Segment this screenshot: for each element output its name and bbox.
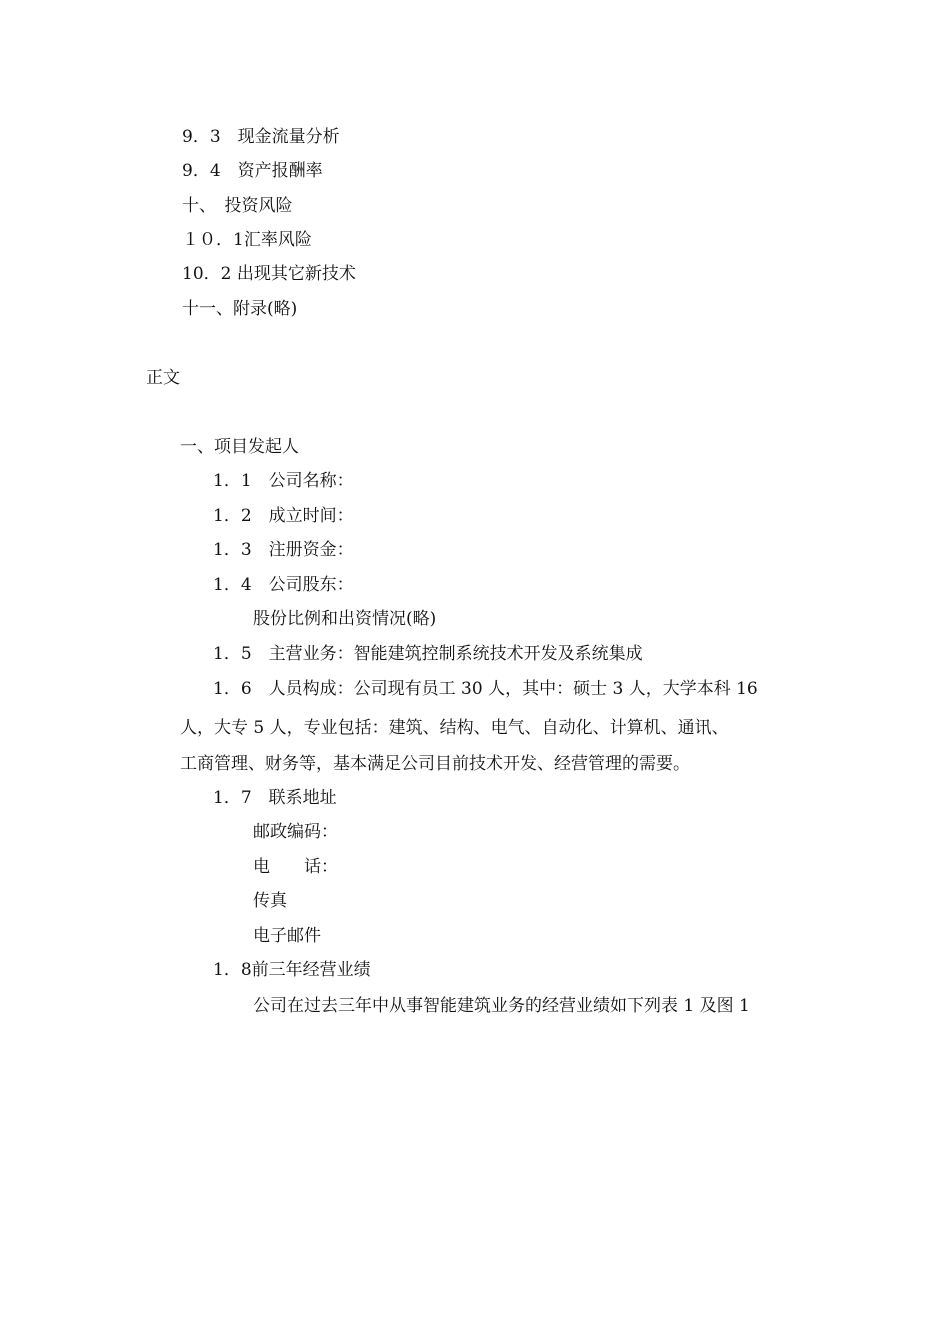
item-capital: 1．3 注册资金： bbox=[213, 540, 354, 560]
toc-item: 9．4 资产报酬率 bbox=[182, 161, 323, 181]
toc-item: １０．1汇率风险 bbox=[182, 230, 312, 250]
item-staff-line: 1．6 人员构成：公司现有员工 30 人，其中：硕士 3 人，大学本科 16 bbox=[213, 679, 758, 699]
item-contact: 1．7 联系地址 bbox=[213, 788, 337, 808]
toc-item: 十一、附录(略) bbox=[182, 299, 298, 319]
contact-fax: 传真 bbox=[253, 891, 287, 911]
contact-phone: 电 话： bbox=[253, 857, 338, 877]
item-company-name: 1．1 公司名称： bbox=[213, 471, 354, 491]
item-main-business: 1．5 主营业务：智能建筑控制系统技术开发及系统集成 bbox=[213, 644, 643, 664]
toc-item: 10．2 出现其它新技术 bbox=[182, 264, 356, 284]
item-staff-line: 人，大专 5 人，专业包括：建筑、结构、电气、自动化、计算机、通讯、 bbox=[180, 718, 729, 738]
shareholder-note: 股份比例和出资情况(略) bbox=[253, 609, 437, 629]
contact-email: 电子邮件 bbox=[253, 926, 321, 946]
item-performance: 1．8前三年经营业绩 bbox=[213, 960, 371, 980]
item-founded: 1．2 成立时间： bbox=[213, 506, 354, 526]
item-shareholders: 1．4 公司股东： bbox=[213, 575, 354, 595]
item-staff-line: 工商管理、财务等，基本满足公司目前技术开发、经营管理的需要。 bbox=[180, 754, 690, 774]
toc-item: 9．3 现金流量分析 bbox=[182, 127, 340, 147]
performance-text: 公司在过去三年中从事智能建筑业务的经营业绩如下列表 1 及图 1 bbox=[253, 996, 750, 1016]
main-heading: 正文 bbox=[146, 368, 180, 388]
contact-postcode: 邮政编码： bbox=[253, 822, 338, 842]
toc-item: 十、 投资风险 bbox=[182, 196, 293, 216]
section-title: 一、项目发起人 bbox=[180, 437, 299, 457]
